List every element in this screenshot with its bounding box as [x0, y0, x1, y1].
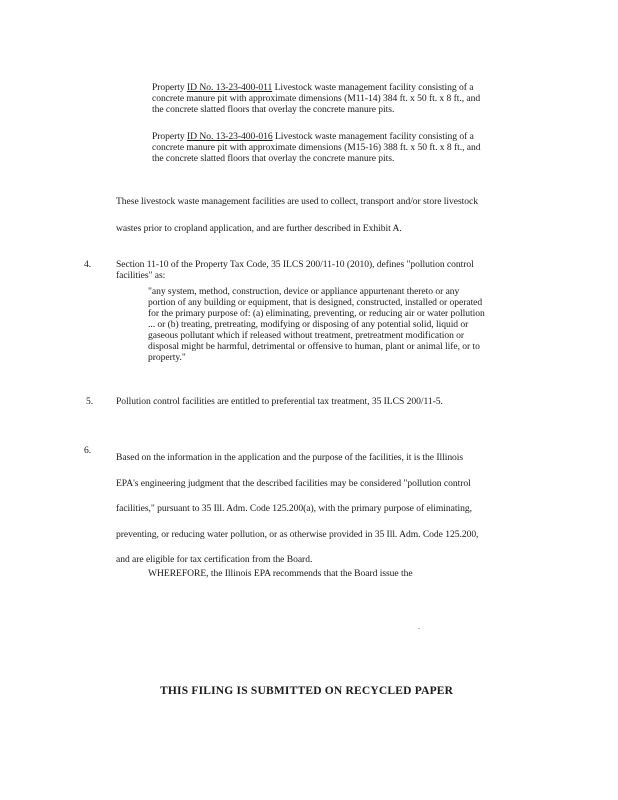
quote-line: property." — [148, 352, 186, 363]
quote-line: gaseous pollutant which if released without treatment, pretreatment modification or — [148, 330, 465, 341]
property-2-line-2: concrete manure pit with approximate dimensions (M15-16) 388 ft. x 50 ft. x 8 ft., and — [152, 142, 481, 153]
property-item-2 — [152, 131, 480, 164]
paragraph-6-line: preventing, or reducing water pollution, or as otherwise provided in 35 Ill. Adm. Code 125.200, — [116, 528, 479, 540]
paragraph-number: 4. — [84, 259, 92, 270]
paragraph-6-line: facilities," pursuant to 35 Ill. Adm. Code 125.200(a), with the primary purpose of eliminating, — [116, 503, 472, 514]
quote-line: "any system, method, construction, device or appliance appurtenant thereto or any — [148, 286, 460, 297]
wherefore-clause — [148, 568, 413, 579]
quote-line: for the primary purpose of: (a) eliminating, preventing, or reducing air or water pollution — [148, 308, 485, 319]
block-quote — [148, 286, 485, 363]
paragraph-6-line: EPA's engineering judgment that the described facilities may be considered "pollution control — [116, 477, 471, 489]
property-1-line-3: the concrete slatted floors that overlay the concrete manure pits. — [152, 104, 395, 115]
property-id-link: ID No. 13-23-400-016 — [187, 131, 273, 142]
summary-line-2: wastes prior to cropland application, and are further described in Exhibit A. — [116, 223, 402, 234]
summary-paragraph — [116, 196, 478, 207]
paragraph-5 — [116, 396, 443, 407]
paragraph-4-line-1: Section 11-10 of the Property Tax Code, 35 ILCS 200/11-10 (2010), defines "pollution control — [116, 259, 474, 270]
summary-line-1: These livestock waste management facilities are used to collect, transport and/or store livestock — [116, 196, 478, 207]
quote-line: disposal might be harmful, detrimental or offensive to human, plant or animal life, or to — [148, 341, 480, 352]
stray-mark: . — [418, 622, 420, 631]
paragraph-6-line: and are eligible for tax certification from the Board. — [116, 554, 313, 565]
paragraph-4-line-2: facilities" as: — [116, 270, 166, 281]
paragraph-6-line: Based on the information in the application and the purpose of the facilities, it is the Illinois — [116, 452, 464, 463]
paragraph-number: 5. — [86, 396, 94, 407]
property-2-line-1: Property ID No. 13-23-400-016 Livestock waste management facility consisting of a — [152, 131, 474, 142]
property-1-line-2: concrete manure pit with approximate dimensions (M11-14) 384 ft. x 50 ft. x 8 ft., and — [152, 93, 481, 104]
wherefore-text: WHEREFORE, the Illinois EPA recommends that the Board issue the — [148, 568, 413, 579]
paragraph-4 — [116, 259, 474, 281]
paragraph-number: 6. — [84, 445, 92, 456]
quote-line: ... or (b) treating, pretreating, modifying or disposing of any potential solid, liquid or — [148, 319, 469, 330]
quote-line: portion of any building or equipment, that is designed, constructed, installed or operated — [148, 297, 483, 308]
recycled-paper-footer: THIS FILING IS SUBMITTED ON RECYCLED PAPER — [160, 685, 454, 697]
paragraph-6 — [116, 445, 478, 573]
property-id-link: ID No. 13-23-400-011 — [187, 82, 273, 93]
paragraph-5-text: Pollution control facilities are entitled to preferential tax treatment, 35 ILCS 200/11-5. — [116, 396, 443, 407]
property-2-line-3: the concrete slatted floors that overlay the concrete manure pits. — [152, 153, 395, 164]
summary-paragraph-cont — [116, 223, 402, 234]
property-1-line-1: Property ID No. 13-23-400-011 Livestock waste management facility consisting of a — [152, 82, 474, 93]
property-item-1 — [152, 82, 480, 115]
